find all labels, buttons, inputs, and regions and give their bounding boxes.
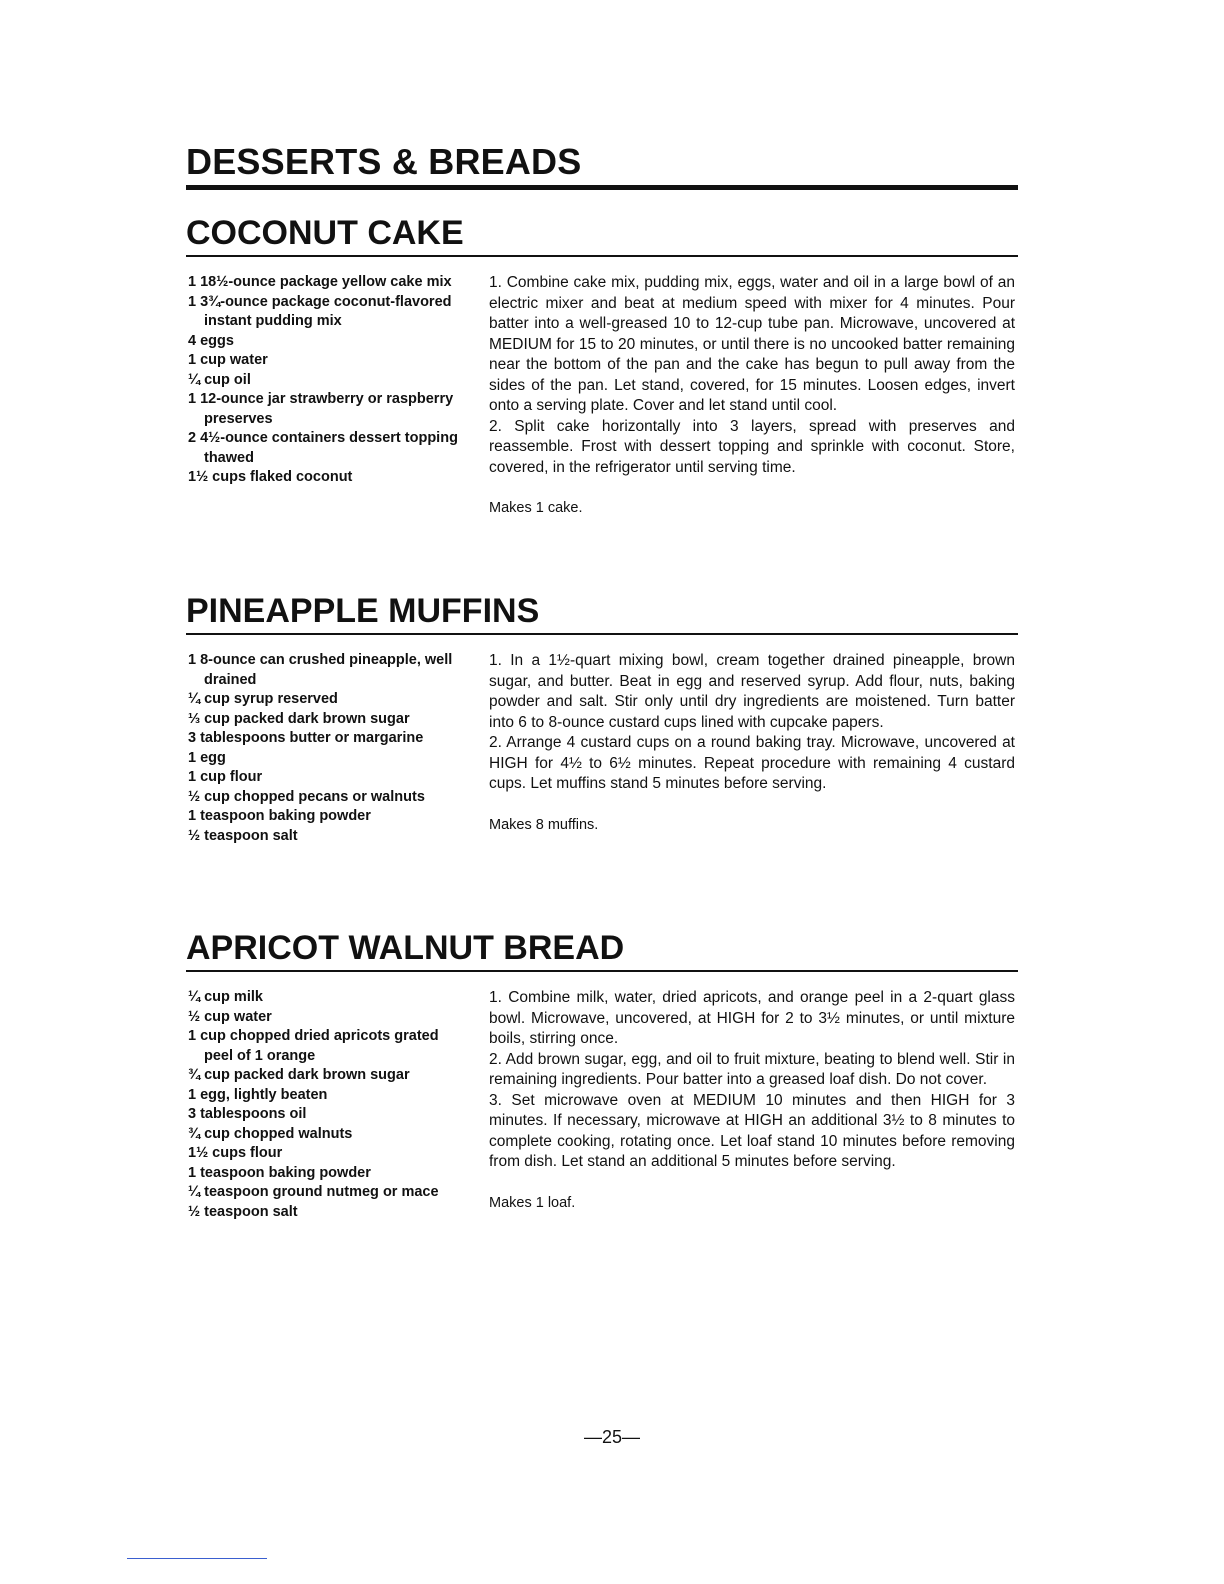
ingredient-item: ½ cup chopped pecans or walnuts xyxy=(188,788,425,805)
recipe-title: PINEAPPLE MUFFINS xyxy=(186,592,540,630)
ingredient-item: 3 tablespoons butter or margarine xyxy=(188,730,424,746)
page-title: DESSERTS & BREADS xyxy=(186,141,582,182)
recipe-apricot-walnut-bread xyxy=(186,928,1018,1220)
ingredient-item: ⅓ cup packed dark brown sugar xyxy=(188,710,410,727)
direction-step: 1. Combine cake mix, pudding mix, eggs, water and oil in a large bowl of an electric mixer and beat at medium speed with mixer for 4 minutes. Pour batter into a well-greased 10 to 12-cup tube pan. Microwave, uncovered at MEDIUM for 15 to 20 minutes, or until there is no uncooked batter remaining near the bottom of the pan and the cake has begun to pull away from the sides of the pan. Let stand, covered, for 15 minutes. Loosen edges, invert onto a serving plate. Cover and let stand until cool. xyxy=(489,274,1015,414)
recipe-coconut-cake xyxy=(186,213,1018,516)
directions xyxy=(489,988,1015,1213)
ingredient-item: ¼ cup milk xyxy=(188,989,263,1005)
ingredient-list xyxy=(188,651,458,846)
recipe-pineapple-muffins xyxy=(186,591,1018,844)
ingredient-item: 2 4½-ounce containers dessert topping thawed xyxy=(188,430,458,466)
ingredient-item: 1½ cups flaked coconut xyxy=(188,469,353,485)
direction-step: 2. Split cake horizontally into 3 layers, spread with preserves and reassemble. Frost with dessert topping and sprinkle with coconut. Store, covered, in the refrigerator until serving time. xyxy=(489,417,1015,476)
ingredient-item: 1 egg xyxy=(188,749,226,766)
directions xyxy=(489,273,1015,519)
ingredient-list xyxy=(188,273,458,488)
ingredient-item: 4 eggs xyxy=(188,332,234,349)
recipe-title: APRICOT WALNUT BREAD xyxy=(186,929,625,967)
ingredient-item: ½ teaspoon salt xyxy=(188,1203,298,1220)
page-header xyxy=(186,140,1018,190)
ingredient-item: ¼ teaspoon ground nutmeg or mace xyxy=(188,1184,439,1200)
ingredient-item: 1 teaspoon baking powder xyxy=(188,1164,371,1181)
recipe-rule xyxy=(186,970,1018,972)
direction-step: 1. In a 1½-quart mixing bowl, cream together drained pineapple, brown sugar, and butter. Beat in egg and reserved syrup. Add flour, nuts, baking powder and salt. Stir only until dry ingredients are moistened. Turn batter into 6 to 8-ounce custard cups lined with cupcake papers. xyxy=(489,652,1015,731)
direction-step: 1. Combine milk, water, dried apricots, and orange peel in a 2-quart glass bowl. Microwave, uncovered, at HIGH for 2 to 3½ minutes, or until mixture boils, stirring once. xyxy=(489,989,1015,1047)
ingredient-item: 1 12-ounce jar strawberry or raspberry preserves xyxy=(188,391,454,427)
ingredient-item: ¾ cup packed dark brown sugar xyxy=(188,1067,410,1083)
ingredient-item: ½ cup water xyxy=(188,1008,272,1025)
direction-step: 2. Add brown sugar, egg, and oil to fruit mixture, beating to blend well. Stir in remaining ingredients. Pour batter into a greased loaf dish. Do not cover. xyxy=(489,1050,1015,1088)
ingredient-item: 1 cup chopped dried apricots grated peel of 1 orange xyxy=(188,1028,439,1064)
ingredient-item: ¼ cup oil xyxy=(188,371,251,388)
ingredient-item: ½ teaspoon salt xyxy=(188,827,298,844)
ingredient-item: 1 cup water xyxy=(188,352,268,368)
ingredient-item: 3 tablespoons oil xyxy=(188,1106,307,1122)
ingredient-item: ¼ cup syrup reserved xyxy=(188,691,338,707)
direction-step: 3. Set microwave oven at MEDIUM 10 minutes and then HIGH for 3 minutes. If necessary, microwave at HIGH an additional 3½ to 8 minutes to complete cooking, rotating once. Let loaf stand 10 minutes before removing from dish. Let stand an additional 5 minutes before serving. xyxy=(489,1091,1015,1170)
recipe-title: COCONUT CAKE xyxy=(186,214,464,252)
footer-divider xyxy=(127,1558,267,1559)
ingredient-item: 1 teaspoon baking powder xyxy=(188,808,371,824)
recipe-yield: Makes 8 muffins. xyxy=(489,816,599,833)
recipe-rule xyxy=(186,633,1018,635)
ingredient-item: 1 cup flour xyxy=(188,769,263,785)
recipe-yield: Makes 1 loaf. xyxy=(489,1194,576,1211)
direction-step: 2. Arrange 4 custard cups on a round baking tray. Microwave, uncovered at HIGH for 4½ to 6½ minutes. Repeat procedure with remaining 4 custard cups. Let muffins stand 5 minutes before serving. xyxy=(489,734,1015,792)
directions xyxy=(489,651,1015,835)
ingredient-item: 1 18½-ounce package yellow cake mix xyxy=(188,274,452,290)
ingredient-item: ¾ cup chopped walnuts xyxy=(188,1125,353,1142)
recipe-yield: Makes 1 cake. xyxy=(489,500,583,516)
recipe-rule xyxy=(186,255,1018,257)
ingredient-list xyxy=(188,988,458,1222)
ingredient-item: 1 3¾-ounce package coconut-flavored instant pudding mix xyxy=(188,293,452,329)
page-number: —25— xyxy=(583,1427,641,1447)
ingredient-item: 1 egg, lightly beaten xyxy=(188,1086,328,1103)
ingredient-item: 1½ cups flour xyxy=(188,1145,283,1161)
ingredient-item: 1 8-ounce can crushed pineapple, well drained xyxy=(188,652,453,688)
header-rule xyxy=(186,185,1018,190)
